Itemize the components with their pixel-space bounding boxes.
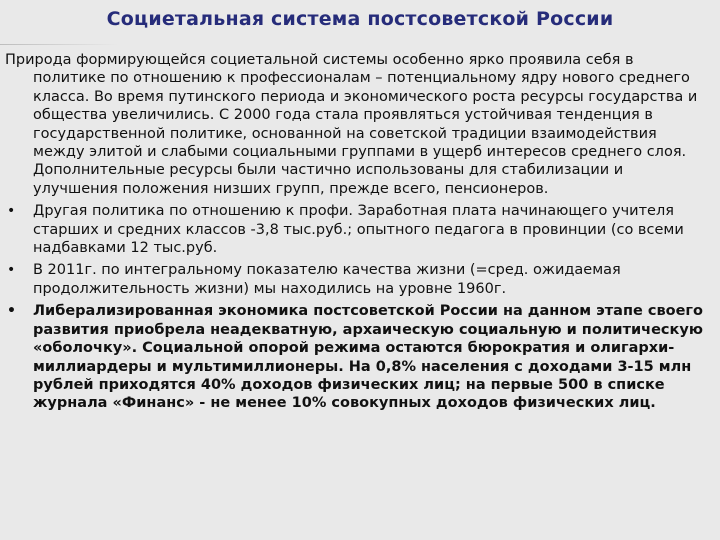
intro-paragraph: Природа формирующейся социетальной системы особенно ярко проявила себя в политике по отношению к профессионалам – потенциальному ядру нового среднего класса. Во время путинского периода и экономического роста ресурсы государства и общества увеличились. С 2000 года стала проявляться устойчивая тенденция в государственной политике, основанной на советской традиции взаимодействия между элитой и слабыми социальными группами в ущерб интересов среднего слоя. Дополнительные ресурсы были частично использованы для стабилизации и улучшения положения низших групп, прежде всего, пенсионеров. — [5, 52, 698, 197]
bullet-text: Либерализированная экономика постсоветской России на данном этапе своего развития приобрела неадекватную, архаическую социальную и политическую «оболочку». Социальной опорой режима остаются бюрократия и олигархи- миллиардеры и мультимиллионеры. На 0,8% населения с доходами 3-15 млн рублей приходятся 40% доходов физических лиц; на первые 500 в списке журнала «Финанс» - не менее 10% совокупных доходов физических лиц. — [33, 303, 703, 412]
bullet-item-liberalized-economy — [5, 302, 703, 412]
bullet-marker: • — [7, 203, 16, 220]
title-divider — [0, 44, 118, 45]
slide-title: Социетальная система постсоветской России — [106, 8, 614, 30]
bullet-text: В 2011г. по интегральному показателю качества жизни (=сред. ожидаемая продолжительность жизни) мы находились на уровне 1960г. — [33, 262, 621, 297]
slide-body — [5, 51, 703, 413]
bullet-marker: • — [7, 262, 16, 279]
bullet-item-quality-of-life — [5, 261, 703, 298]
bullet-item-teachers — [5, 202, 703, 257]
bullet-text: Другая политика по отношению к профи. Заработная плата начинающего учителя старших и средних классов -3,8 тыс.руб.; опытного педагога в провинции (со всеми надбавками 12 тыс.руб. — [33, 203, 684, 257]
bullet-marker: • — [7, 303, 16, 320]
